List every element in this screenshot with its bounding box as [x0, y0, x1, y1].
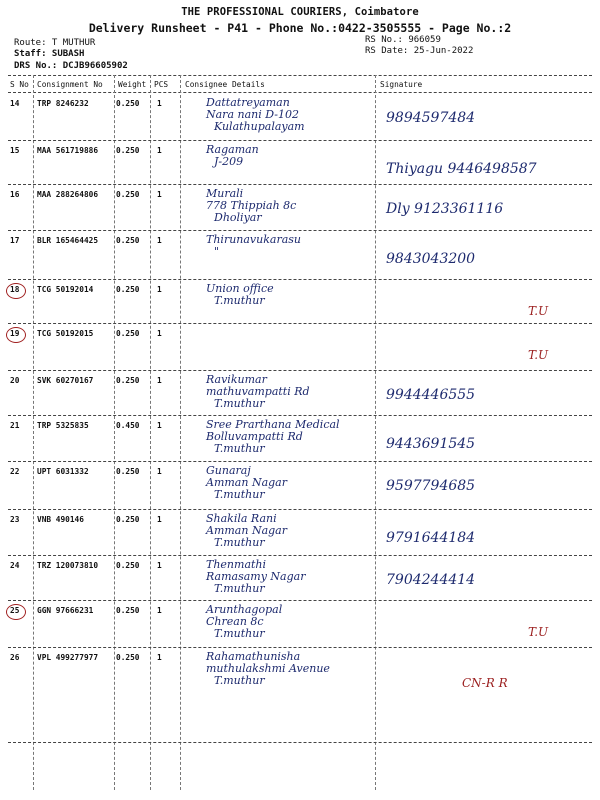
row-weight: 0.250	[116, 515, 140, 524]
row-sno: 22	[10, 467, 20, 476]
row-consignment-no: TRZ 120073810	[37, 561, 99, 570]
row-consignment-no: MAA 288264806	[37, 190, 99, 199]
col-header-pcs: PCS	[154, 80, 169, 89]
row-weight: 0.250	[116, 329, 140, 338]
consignee-handwriting: Chrean 8c	[206, 615, 264, 628]
staff-label: Staff: SUBASH	[14, 49, 85, 59]
row-sno: 24	[10, 561, 20, 570]
row-pcs: 1	[157, 236, 162, 245]
recipient-signature: Thiyagu 9446498587	[386, 161, 537, 177]
col-header-consignee: Consignee Details	[185, 80, 265, 89]
drs-number: DRS No.: DCJB96605902	[14, 61, 128, 71]
consignee-handwriting: Thenmathi	[206, 558, 267, 571]
row-pcs: 1	[157, 606, 162, 615]
row-sno: 14	[10, 99, 20, 108]
consignee-handwriting: Ragaman	[206, 143, 259, 156]
runsheet-title: THE PROFESSIONAL COURIERS, Coimbatore	[181, 6, 419, 18]
row-consignment-no: BLR 165464425	[37, 236, 99, 245]
consignee-handwriting: T.muthur	[214, 397, 265, 410]
col-header-signature: Signature	[380, 80, 423, 89]
row-separator	[8, 461, 592, 462]
row-consignment-no: VPL 499277977	[37, 653, 99, 662]
recipient-signature: 9843043200	[386, 251, 476, 267]
row-weight: 0.450	[116, 421, 140, 430]
row-separator	[8, 279, 592, 280]
row-sno: 15	[10, 146, 20, 155]
delivery-status-mark: T.U	[528, 348, 549, 362]
consignee-handwriting: T.muthur	[214, 294, 265, 307]
row-consignment-no: TCG 50192015	[37, 329, 94, 338]
row-sno: 25	[10, 606, 20, 615]
column-divider	[33, 75, 34, 790]
row-separator	[8, 555, 592, 556]
consignee-handwriting: Ravikumar	[206, 373, 267, 386]
consignee-handwriting: Union office	[206, 282, 274, 295]
recipient-signature: 9894597484	[386, 110, 476, 126]
consignee-handwriting: mathuvampatti Rd	[206, 385, 310, 398]
consignee-handwriting: J-209	[214, 155, 244, 168]
runsheet-subtitle: Delivery Runsheet - P41 - Phone No.:0422-3505555 - Page No.:2	[88, 21, 512, 35]
consignee-handwriting: T.muthur	[214, 442, 265, 455]
row-pcs: 1	[157, 561, 162, 570]
consignee-handwriting: Arunthagopal	[206, 603, 283, 616]
row-weight: 0.250	[116, 236, 140, 245]
row-pcs: 1	[157, 285, 162, 294]
row-separator	[8, 323, 592, 324]
row-separator	[8, 600, 592, 601]
consignee-handwriting: T.muthur	[214, 488, 265, 501]
column-header-rule	[8, 92, 592, 93]
consignee-handwriting: Amman Nagar	[206, 476, 287, 489]
row-pcs: 1	[157, 190, 162, 199]
consignee-handwriting: Gunaraj	[206, 464, 251, 477]
row-sno: 20	[10, 376, 20, 385]
consignee-handwriting: Sree Prarthana Medical	[206, 418, 340, 431]
row-weight: 0.250	[116, 285, 140, 294]
row-weight: 0.250	[116, 467, 140, 476]
consignee-handwriting: Kulathupalayam	[214, 120, 305, 133]
column-divider	[375, 75, 376, 790]
row-pcs: 1	[157, 467, 162, 476]
consignee-handwriting: Nara nani D-102	[206, 108, 299, 121]
recipient-signature: 7904244414	[386, 572, 476, 588]
row-pcs: 1	[157, 329, 162, 338]
consignee-handwriting: Murali	[206, 187, 244, 200]
row-consignment-no: UPT 6031332	[37, 467, 89, 476]
row-pcs: 1	[157, 99, 162, 108]
row-weight: 0.250	[116, 653, 140, 662]
col-header-sno: S No	[10, 80, 29, 89]
row-sno: 26	[10, 653, 20, 662]
row-marked-circle	[6, 327, 26, 343]
row-weight: 0.250	[116, 99, 140, 108]
consignee-handwriting: T.muthur	[214, 582, 265, 595]
consignee-handwriting: Bolluvampatti Rd	[206, 430, 303, 443]
row-weight: 0.250	[116, 606, 140, 615]
row-consignment-no: VNB 490146	[37, 515, 84, 524]
row-pcs: 1	[157, 421, 162, 430]
row-consignment-no: TRP 5325835	[37, 421, 89, 430]
consignee-handwriting: Shakila Rani	[206, 512, 277, 525]
row-marked-circle	[6, 604, 26, 620]
consignee-handwriting: Dattatreyaman	[206, 96, 290, 109]
row-weight: 0.250	[116, 190, 140, 199]
row-sno: 23	[10, 515, 20, 524]
row-consignment-no: SVK 60270167	[37, 376, 94, 385]
row-consignment-no: MAA 561719886	[37, 146, 99, 155]
consignee-handwriting: Thirunavukarasu	[206, 233, 301, 246]
row-sno: 21	[10, 421, 20, 430]
consignee-handwriting: Dholiyar	[214, 211, 262, 224]
delivery-status-mark: CN-R R	[462, 676, 508, 690]
row-separator	[8, 509, 592, 510]
row-sno: 18	[10, 285, 20, 294]
rs-number: RS No.: 966059	[365, 35, 441, 45]
consignee-handwriting: Rahamathunisha	[206, 650, 301, 663]
route-label: Route: T MUTHUR	[14, 38, 96, 48]
recipient-signature: Dly 9123361116	[386, 201, 504, 217]
row-weight: 0.250	[116, 146, 140, 155]
consignee-handwriting: Ramasamy Nagar	[206, 570, 306, 583]
consignee-handwriting: 778 Thippiah 8c	[206, 199, 297, 212]
recipient-signature: 9443691545	[386, 436, 476, 452]
column-divider	[114, 75, 115, 790]
row-separator	[8, 647, 592, 648]
row-pcs: 1	[157, 146, 162, 155]
row-pcs: 1	[157, 515, 162, 524]
row-consignment-no: GGN 97666231	[37, 606, 94, 615]
recipient-signature: 9597794685	[386, 478, 476, 494]
row-weight: 0.250	[116, 376, 140, 385]
delivery-status-mark: T.U	[528, 625, 549, 639]
row-consignment-no: TRP 8246232	[37, 99, 89, 108]
row-marked-circle	[6, 283, 26, 299]
column-divider	[180, 75, 181, 790]
row-consignment-no: TCG 50192014	[37, 285, 94, 294]
consignee-handwriting: T.muthur	[214, 627, 265, 640]
row-separator	[8, 370, 592, 371]
col-header-weight: Weight	[118, 80, 147, 89]
row-separator	[8, 140, 592, 141]
delivery-status-mark: T.U	[528, 304, 549, 318]
row-weight: 0.250	[116, 561, 140, 570]
consignee-handwriting: T.muthur	[214, 674, 265, 687]
col-header-consignment: Consignment No	[37, 80, 103, 89]
recipient-signature: 9944446555	[386, 387, 476, 403]
column-divider	[150, 75, 151, 790]
row-separator	[8, 415, 592, 416]
recipient-signature: 9791644184	[386, 530, 476, 546]
row-separator	[8, 230, 592, 231]
consignee-handwriting: "	[214, 245, 220, 258]
row-pcs: 1	[157, 376, 162, 385]
consignee-handwriting: Amman Nagar	[206, 524, 287, 537]
row-sno: 17	[10, 236, 20, 245]
row-separator	[8, 742, 592, 743]
row-sno: 19	[10, 329, 20, 338]
header-rule	[8, 75, 592, 76]
row-separator	[8, 184, 592, 185]
consignee-handwriting: T.muthur	[214, 536, 265, 549]
row-sno: 16	[10, 190, 20, 199]
consignee-handwriting: muthulakshmi Avenue	[206, 662, 330, 675]
rs-date: RS Date: 25-Jun-2022	[365, 46, 474, 56]
row-pcs: 1	[157, 653, 162, 662]
